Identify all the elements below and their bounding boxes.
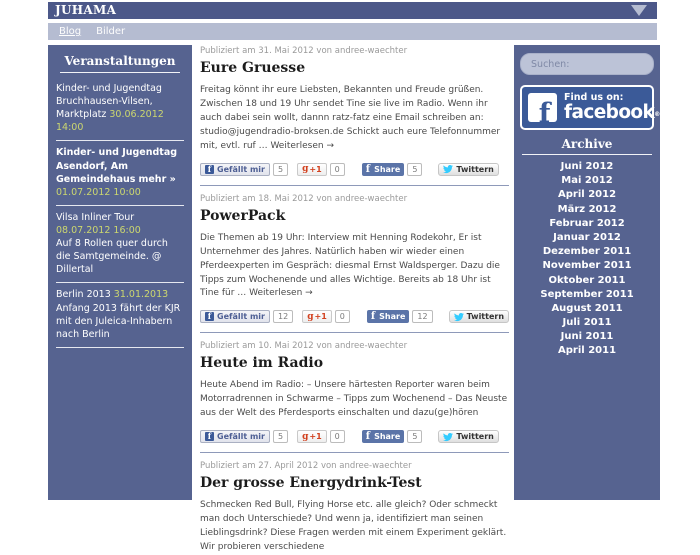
archive-month-link[interactable]: Juni 2011 <box>560 331 614 343</box>
facebook-badge-link[interactable] <box>520 85 660 130</box>
read-more-link[interactable]: Weiterlesen → <box>270 140 334 151</box>
post-excerpt <box>200 232 509 302</box>
google-plus-one-button[interactable] <box>302 310 332 323</box>
events-panel-title: Veranstaltungen <box>60 51 180 73</box>
search-input[interactable] <box>520 53 654 75</box>
post-excerpt-text: Schmecken Red Bull, Flying Horse etc. alle gleich? Oder schmeckt man doch Unterschiede? Und wenn ja, identifiziert man seinen Lieblingsdrink? Diese Fragen werden mit einem Experiment geklärt. Wir probieren verschiedene <box>200 500 507 552</box>
archive-month-link[interactable]: August 2011 <box>551 302 623 314</box>
post-meta: Publiziert am 27. April 2012 von andree-waechter <box>200 461 412 472</box>
post-excerpt <box>200 84 509 154</box>
facebook-icon: f <box>205 312 214 321</box>
facebook-share-button[interactable] <box>362 163 405 176</box>
archive-month-link[interactable]: September 2011 <box>540 288 634 300</box>
google-icon: g <box>302 164 309 175</box>
twitter-tweet-button[interactable] <box>449 310 509 323</box>
archive-month-link[interactable]: Oktober 2011 <box>548 274 626 286</box>
archive-month-link[interactable]: Juni 2012 <box>560 161 614 172</box>
archive-month-link[interactable]: April 2012 <box>558 189 617 201</box>
blog-post <box>200 341 509 453</box>
post-separator <box>200 452 509 453</box>
archive-month-link[interactable]: Mai 2012 <box>561 175 613 187</box>
event-title: Kinder- und Jugendtag Bruchhausen-Vilsen, Marktplatz <box>56 83 162 121</box>
event-date: 08.07.2012 16:00 <box>56 224 141 236</box>
post-excerpt-text: Die Themen ab 19 Uhr: Interview mit Henning Rodekohr, Er ist Unternehmer des Jahres. Natürlich haben wir wieder einen Pferdeexperten im Gespräch: diesmal Ernst Waldsperger. Dazu die Tipps zum Wochenende und alles Wichtige. Bereits ab 18 Uhr ist Tine für … <box>200 232 500 299</box>
header-bar <box>48 2 657 19</box>
event-date: 30.06.2012 14:00 <box>56 109 164 134</box>
tweet-label: Twittern <box>466 312 505 322</box>
plus-one-label: +1 <box>314 312 327 322</box>
like-label: Gefällt mir <box>217 432 265 442</box>
collapse-triangle-icon[interactable] <box>631 5 647 16</box>
post-meta: Publiziert am 18. Mai 2012 von andree-waechter <box>200 193 408 204</box>
events-sidebar <box>48 45 192 500</box>
event-item <box>56 283 184 347</box>
event-more-link[interactable]: mehr » <box>138 173 176 185</box>
post-title-link[interactable]: PowerPack <box>200 207 286 224</box>
post-excerpt-text: Freitag könnt ihr eure Liebsten, Bekannten und Freude grüßen. Zwischen 18 und 19 Uhr sendet Tine sie live im Radio. Wenn ihr auch dabei sein wollt, dannn ratz-fatz eine Email schreiben an: studio@jugendradio-broksen.de Schickt auch eure Telefonnummer mit, evtl. ruf … <box>200 85 501 151</box>
facebook-share-button[interactable] <box>362 430 405 443</box>
post-separator <box>200 332 509 333</box>
twitter-bird-icon <box>443 164 453 174</box>
like-count: 5 <box>273 163 288 176</box>
share-count: 5 <box>407 430 422 443</box>
facebook-share-button[interactable] <box>367 310 410 323</box>
share-count: 12 <box>412 310 432 323</box>
archive-month-link[interactable]: März 2012 <box>557 203 617 215</box>
like-count: 5 <box>273 430 288 443</box>
facebook-icon: f <box>365 431 371 443</box>
like-label: Gefällt mir <box>217 312 265 322</box>
share-label: Share <box>379 312 406 322</box>
post-title-link[interactable]: Heute im Radio <box>200 355 324 372</box>
archive-title: Archive <box>522 137 652 155</box>
post-meta: Publiziert am 31. Mai 2012 von andree-waechter <box>200 46 408 56</box>
blog-post <box>200 194 509 334</box>
post-title-link[interactable]: Der grosse Energydrink-Test <box>200 475 422 492</box>
google-plus-one-button[interactable] <box>297 430 327 443</box>
post-separator <box>200 185 509 186</box>
share-label: Share <box>374 164 401 174</box>
archive-month-link[interactable]: April 2011 <box>558 345 617 357</box>
post-excerpt <box>200 499 509 555</box>
twitter-bird-icon <box>454 312 464 322</box>
like-count: 12 <box>273 310 293 323</box>
post-excerpt-text: Heute Abend im Radio: – Unsere härtesten Reporter waren beim Motorradrennen in Schwarme – Tipps zum Wochenend – Das Neuste aus der Welt des Pferdesports einschalten und dazu(ge)hören <box>200 380 508 419</box>
facebook-badge-line2 <box>564 101 660 123</box>
nav-blog[interactable]: Blog <box>59 26 82 37</box>
event-description: Auf 8 Rollen quer durch die Samtgemeinde. @ Dillertal <box>56 238 168 276</box>
archive-month-list <box>520 160 654 359</box>
plus-one-count: 0 <box>330 430 345 443</box>
post-meta: Publiziert am 10. Mai 2012 von andree-waechter <box>200 341 408 352</box>
twitter-bird-icon <box>443 432 453 442</box>
archive-month-link[interactable]: Dezember 2011 <box>542 246 632 258</box>
blog-post <box>200 46 509 186</box>
event-title: Berlin 2013 <box>56 289 111 301</box>
twitter-tweet-button[interactable] <box>438 163 498 176</box>
nav-bilder[interactable]: Bilder <box>96 26 126 37</box>
archive-month-link[interactable]: Februar 2012 <box>549 217 625 229</box>
blog-post-list <box>200 45 509 552</box>
facebook-badge-line1: Find us on: <box>564 92 624 103</box>
archive-month-link[interactable]: Juli 2011 <box>562 317 612 329</box>
plus-one-label: +1 <box>309 432 322 442</box>
event-date: 01.07.2012 10:00 <box>56 186 141 198</box>
archive-month-link[interactable]: Januar 2012 <box>553 231 621 243</box>
plus-one-count: 0 <box>335 310 350 323</box>
plus-one-label: +1 <box>309 164 322 174</box>
facebook-icon: f <box>205 432 214 441</box>
like-label: Gefällt mir <box>217 164 265 174</box>
facebook-badge-text <box>564 93 660 122</box>
event-item <box>56 206 184 284</box>
archive-month-link[interactable]: November 2011 <box>542 260 632 272</box>
facebook-like-button[interactable] <box>200 163 270 176</box>
read-more-link[interactable]: Weiterlesen → <box>249 288 313 299</box>
google-plus-one-button[interactable] <box>297 163 327 176</box>
facebook-like-button[interactable] <box>200 430 270 443</box>
facebook-f-glyph: f <box>538 98 551 129</box>
facebook-icon <box>528 93 557 129</box>
facebook-icon: f <box>370 311 376 323</box>
blog-post <box>200 461 509 555</box>
social-buttons-row <box>200 163 509 176</box>
tweet-label: Twittern <box>456 432 494 442</box>
event-description: Anfang 2013 fährt der KJR mit den Juleica-Inhabern nach Berlin <box>56 302 181 340</box>
share-count: 5 <box>407 163 422 176</box>
facebook-icon: f <box>205 165 214 174</box>
twitter-tweet-button[interactable] <box>438 430 498 443</box>
post-title-link[interactable]: Eure Gruesse <box>200 60 306 76</box>
page <box>48 0 660 552</box>
social-buttons-row <box>200 310 509 323</box>
site-title: JUHAMA <box>55 3 117 17</box>
share-label: Share <box>374 432 401 442</box>
plus-one-count: 0 <box>330 163 345 176</box>
main-nav <box>48 23 657 40</box>
event-item <box>56 77 184 141</box>
content-columns <box>48 45 660 552</box>
social-buttons-row <box>200 430 509 443</box>
event-title: Kinder- und Jugendtag Asendorf, Am Gemeindehaus <box>56 147 178 185</box>
right-sidebar <box>514 45 660 500</box>
facebook-like-button[interactable] <box>200 310 270 323</box>
event-item <box>56 141 184 205</box>
facebook-wordmark: facebook <box>564 101 655 123</box>
google-icon: g <box>302 431 309 442</box>
tweet-label: Twittern <box>456 164 494 174</box>
event-title: Vilsa Inliner Tour <box>56 211 135 223</box>
google-icon: g <box>307 311 314 322</box>
post-excerpt <box>200 379 509 421</box>
facebook-icon: f <box>365 163 371 175</box>
event-date: 31.01.2013 <box>113 289 169 301</box>
registered-mark: ® <box>654 110 660 118</box>
